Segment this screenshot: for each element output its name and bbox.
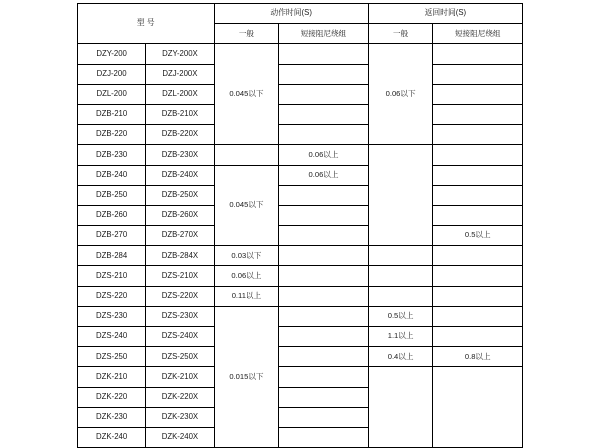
operate-normal: 0.06以上 <box>214 266 279 286</box>
operate-damping <box>279 104 368 124</box>
model-b: DZK-240X <box>146 427 214 447</box>
operate-normal: 0.11以上 <box>214 286 279 306</box>
model-b: DZK-210X <box>146 367 214 387</box>
operate-damping <box>279 44 368 64</box>
return-normal <box>368 246 433 266</box>
model-a: DZK-210 <box>78 367 146 387</box>
return-damping <box>433 246 523 266</box>
return-damping <box>433 185 523 205</box>
return-damping <box>433 165 523 185</box>
table-row <box>78 185 523 205</box>
model-b: DZB-270X <box>146 226 214 246</box>
header-return-damping: 短接阻尼绕组 <box>433 24 523 44</box>
model-a: DZB-270 <box>78 226 146 246</box>
model-a: DZB-250 <box>78 185 146 205</box>
operate-damping <box>279 427 368 447</box>
relay-timing-table <box>77 3 523 448</box>
table-row <box>78 226 523 246</box>
operate-normal: 0.045以下 <box>214 165 279 246</box>
table-row <box>78 64 523 84</box>
table-head <box>78 4 523 44</box>
table-row <box>78 125 523 145</box>
model-a: DZK-230 <box>78 407 146 427</box>
table-row <box>78 347 523 367</box>
table-row <box>78 205 523 225</box>
return-damping <box>433 205 523 225</box>
return-damping <box>433 367 523 448</box>
model-b: DZB-210X <box>146 104 214 124</box>
header-operate-time: 动作时间(S) <box>214 4 368 24</box>
return-damping <box>433 84 523 104</box>
model-b: DZB-220X <box>146 125 214 145</box>
model-a: DZL-200 <box>78 84 146 104</box>
table-row <box>78 44 523 64</box>
model-a: DZB-220 <box>78 125 146 145</box>
return-normal <box>368 266 433 286</box>
model-a: DZB-240 <box>78 165 146 185</box>
return-normal <box>368 367 433 448</box>
table-row <box>78 286 523 306</box>
header-return-normal: 一般 <box>368 24 433 44</box>
header-operate-normal: 一般 <box>214 24 279 44</box>
return-normal: 0.4以上 <box>368 347 433 367</box>
return-damping <box>433 104 523 124</box>
table-row <box>78 84 523 104</box>
operate-damping <box>279 387 368 407</box>
return-damping: 0.5以上 <box>433 226 523 246</box>
model-b: DZJ-200X <box>146 64 214 84</box>
model-b: DZK-230X <box>146 407 214 427</box>
operate-damping <box>279 367 368 387</box>
operate-damping <box>279 347 368 367</box>
model-a: DZS-230 <box>78 306 146 326</box>
header-model: 型 号 <box>78 4 215 44</box>
model-a: DZJ-200 <box>78 64 146 84</box>
return-damping: 0.8以上 <box>433 347 523 367</box>
model-b: DZK-220X <box>146 387 214 407</box>
operate-damping <box>279 205 368 225</box>
table-row <box>78 165 523 185</box>
return-damping <box>433 286 523 306</box>
operate-damping: 0.06以上 <box>279 165 368 185</box>
operate-damping <box>279 64 368 84</box>
model-a: DZK-220 <box>78 387 146 407</box>
table-body <box>78 44 523 448</box>
model-a: DZB-230 <box>78 145 146 165</box>
operate-damping <box>279 84 368 104</box>
model-b: DZS-210X <box>146 266 214 286</box>
table-row <box>78 145 523 165</box>
operate-damping <box>279 226 368 246</box>
operate-damping <box>279 246 368 266</box>
model-b: DZY-200X <box>146 44 214 64</box>
table-row <box>78 367 523 387</box>
return-normal: 0.5以上 <box>368 306 433 326</box>
return-normal <box>368 145 433 246</box>
model-b: DZS-220X <box>146 286 214 306</box>
table-header-row-groups <box>78 4 523 24</box>
return-normal: 0.06以下 <box>368 44 433 145</box>
return-damping <box>433 266 523 286</box>
operate-normal <box>214 145 279 165</box>
return-damping <box>433 327 523 347</box>
return-normal: 1.1以上 <box>368 327 433 347</box>
header-operate-damping: 短接阻尼绕组 <box>279 24 368 44</box>
model-a: DZB-260 <box>78 205 146 225</box>
model-a: DZB-210 <box>78 104 146 124</box>
model-a: DZB-284 <box>78 246 146 266</box>
operate-damping <box>279 125 368 145</box>
model-b: DZS-250X <box>146 347 214 367</box>
table-row <box>78 104 523 124</box>
table-row <box>78 306 523 326</box>
model-a: DZS-240 <box>78 327 146 347</box>
operate-damping <box>279 306 368 326</box>
table-row <box>78 246 523 266</box>
return-normal <box>368 286 433 306</box>
model-b: DZS-240X <box>146 327 214 347</box>
table-row <box>78 266 523 286</box>
model-b: DZB-230X <box>146 145 214 165</box>
model-a: DZS-210 <box>78 266 146 286</box>
operate-normal: 0.03以下 <box>214 246 279 266</box>
model-a: DZY-200 <box>78 44 146 64</box>
model-b: DZB-284X <box>146 246 214 266</box>
model-b: DZB-250X <box>146 185 214 205</box>
operate-damping <box>279 185 368 205</box>
model-a: DZS-220 <box>78 286 146 306</box>
model-a: DZK-240 <box>78 427 146 447</box>
model-a: DZS-250 <box>78 347 146 367</box>
return-damping <box>433 64 523 84</box>
return-damping <box>433 44 523 64</box>
operate-normal: 0.045以下 <box>214 44 279 145</box>
operate-damping <box>279 286 368 306</box>
model-b: DZS-230X <box>146 306 214 326</box>
operate-damping: 0.06以上 <box>279 145 368 165</box>
return-damping <box>433 306 523 326</box>
table-row <box>78 327 523 347</box>
return-damping <box>433 125 523 145</box>
operate-normal: 0.015以下 <box>214 306 279 447</box>
model-b: DZL-200X <box>146 84 214 104</box>
operate-damping <box>279 266 368 286</box>
operate-damping <box>279 407 368 427</box>
operate-damping <box>279 327 368 347</box>
model-b: DZB-260X <box>146 205 214 225</box>
model-b: DZB-240X <box>146 165 214 185</box>
return-damping <box>433 145 523 165</box>
header-return-time: 返回时间(S) <box>368 4 522 24</box>
